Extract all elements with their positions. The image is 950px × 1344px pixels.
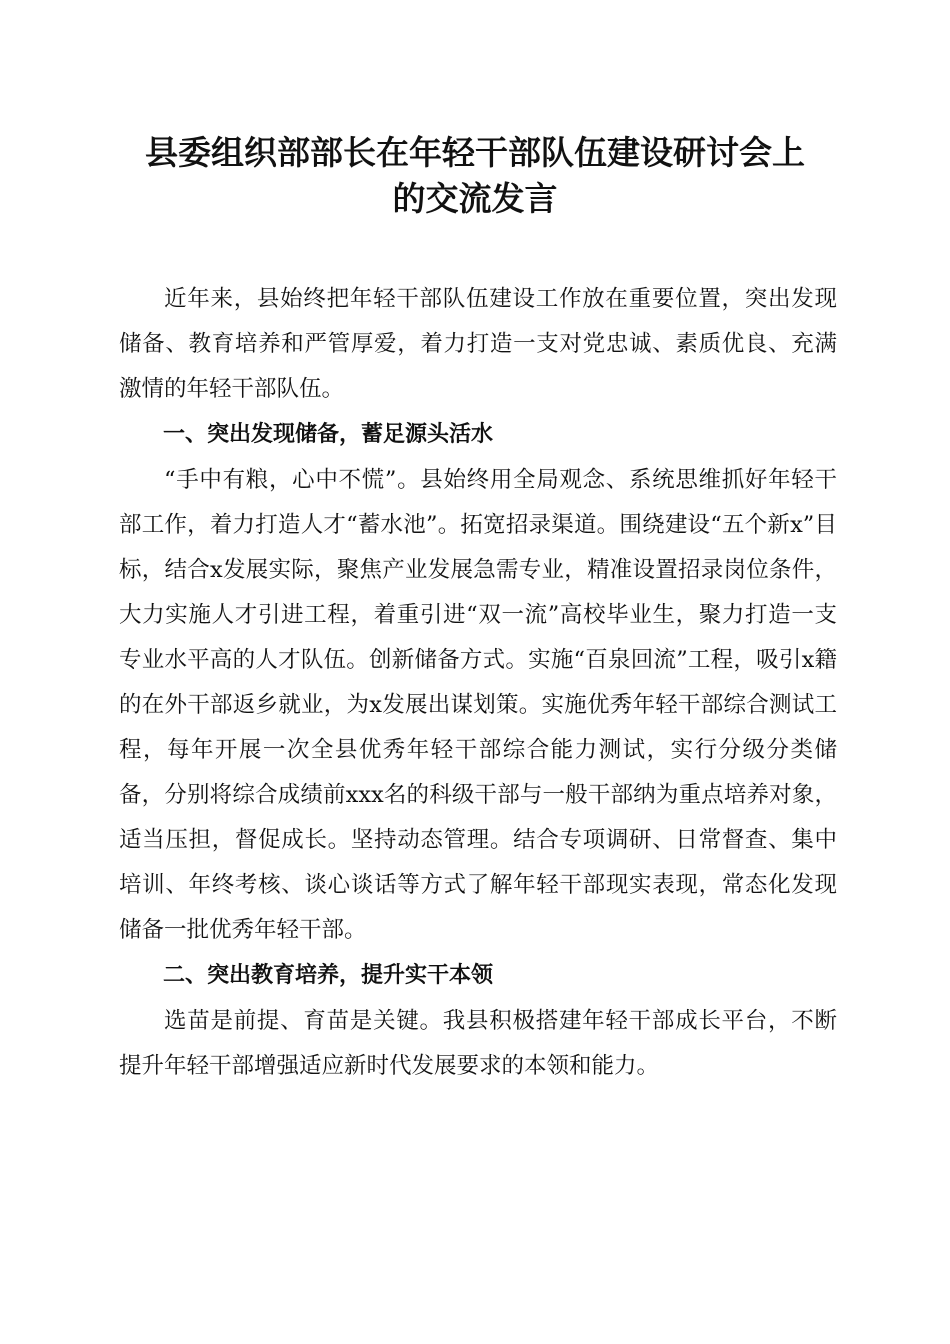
section-2-paragraph: 选苗是前提、育苗是关键。我县积极搭建年轻干部成长平台，不断提升年轻干部增强适应新时代发展要求的本领和能力。 [119, 1008, 837, 1079]
intro-paragraph: 近年来，县始终把年轻干部队伍建设工作放在重要位置，突出发现储备、教育培养和严管厚爱，着力打造一支对党忠诚、素质优良、充满激情的年轻干部队伍。 [119, 286, 837, 402]
section-heading-2: 二、突出教育培养，提升实干本领 [163, 963, 494, 988]
title-line-2: 的交流发言 [392, 179, 558, 218]
title-line-1: 县委组织部部长在年轻干部队伍建设研讨会上 [145, 133, 805, 172]
section-1-paragraph: “手中有粮，心中不慌”。县始终用全局观念、系统思维抓好年轻干部工作，着力打造人才“蓄水池”。拓宽招录渠道。围绕建设“五个新x”目标，结合x发展实际，聚焦产业发展急需专业，精准设置招录岗位条件，大力实施人才引进工程，着重引进“双一流”高校毕业生，聚力打造一支专业水平高的人才队伍。创新储备方式。实施“百泉回流”工程，吸引x籍的在外干部返乡就业，为x发展出谋划策。实施优秀年轻干部综合测试工程，每年开展一次全县优秀年轻干部综合能力测试，实行分级分类储备，分别将综合成绩前xxx名的科级干部与一般干部纳为重点培养对象，适当压担，督促成长。坚持动态管理。结合专项调研、日常督查、集中培训、年终考核、谈心谈话等方式了解年轻干部现实表现，常态化发现储备一批优秀年轻干部。 [119, 467, 837, 943]
section-heading-1: 一、突出发现储备，蓄足源头活水 [163, 422, 494, 447]
document-body [119, 277, 837, 1089]
document-title [110, 130, 840, 222]
